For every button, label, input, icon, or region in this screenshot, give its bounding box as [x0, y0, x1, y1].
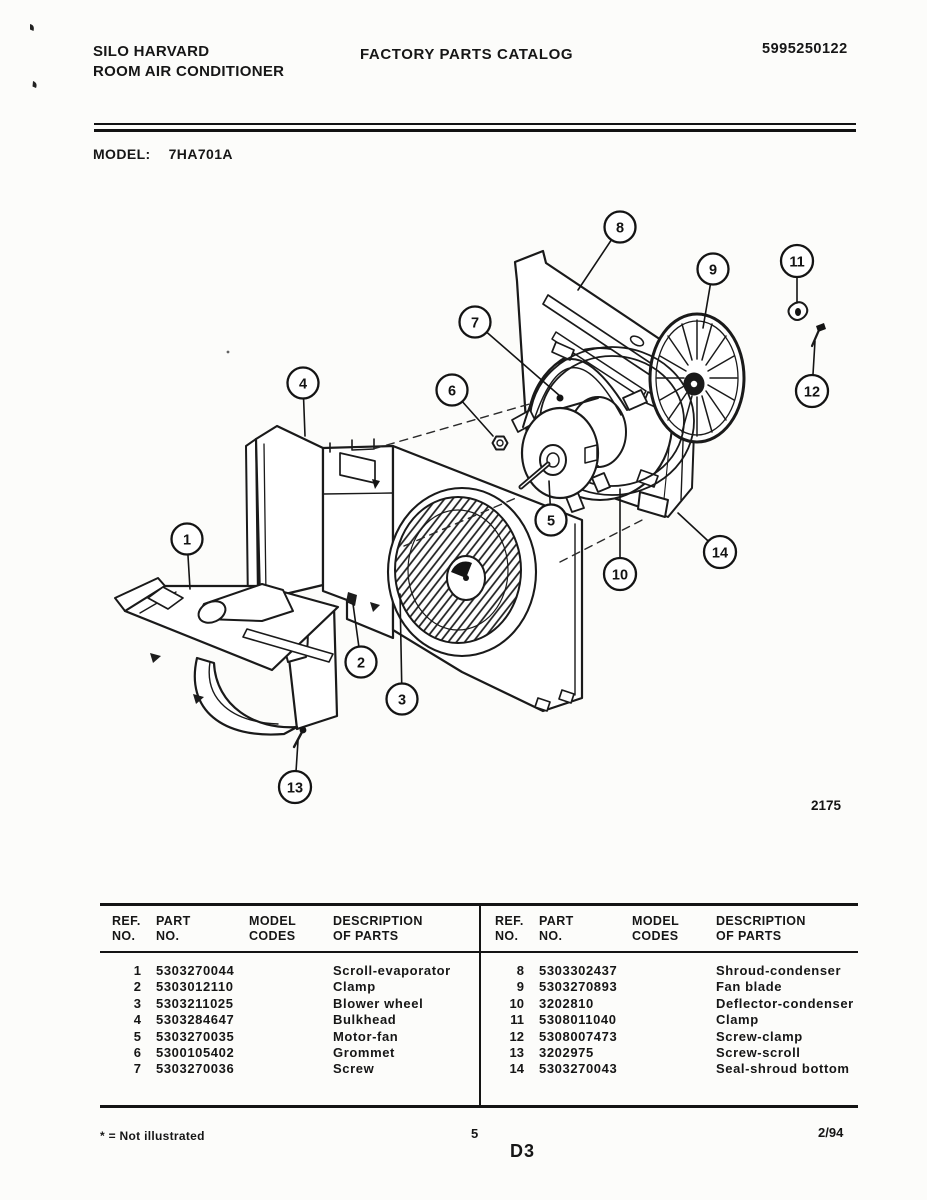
part-cell: 5308007473	[539, 1028, 618, 1044]
callout-8	[605, 212, 636, 243]
part-cell: 5303211025	[156, 995, 234, 1011]
callout-12	[796, 375, 828, 407]
part-cell: 5303284647	[156, 1012, 235, 1028]
parts-table	[100, 903, 858, 1108]
header-divider-rule	[94, 123, 856, 132]
part-cell: 5303270043	[539, 1061, 618, 1077]
part-cell: 5300105402	[156, 1045, 235, 1061]
ref-cell: 4	[133, 1012, 141, 1028]
part-no-header: PART NO.	[539, 914, 574, 943]
table-row	[100, 1061, 479, 1077]
svg-text:12: 12	[803, 384, 821, 401]
part-scroll-evaporator	[115, 578, 338, 735]
table-row	[100, 996, 479, 1012]
part-screw-scroll-13	[294, 727, 306, 747]
part-cell: 5303302437	[539, 963, 618, 978]
callout-13	[279, 771, 311, 803]
part-no-header: PART NO.	[156, 914, 191, 943]
model-cell	[249, 1012, 333, 1028]
figure-number: 2175	[810, 798, 842, 813]
callout-5	[536, 505, 567, 536]
table-row	[100, 963, 479, 979]
desc-cell: Scroll-evaporator	[333, 963, 451, 978]
svg-text:4: 4	[298, 376, 308, 393]
model-cell	[249, 979, 333, 995]
part-fan-blade	[650, 314, 744, 442]
callout-10	[604, 558, 636, 590]
model-label: MODEL:	[93, 146, 151, 162]
model-codes-header: MODEL CODES	[632, 914, 680, 943]
callout-9	[698, 254, 729, 285]
ref-cell: 6	[133, 1045, 141, 1061]
revision-date: 2/94	[818, 1125, 844, 1140]
desc-cell: Screw	[333, 1061, 375, 1077]
callout-11	[781, 245, 813, 277]
part-cell: 5308011040	[539, 1012, 617, 1028]
part-cell: 5303270036	[156, 1061, 235, 1077]
table-header	[100, 906, 479, 953]
model-cell	[632, 1012, 716, 1028]
ref-cell: 3	[133, 995, 141, 1011]
part-cell: 3202810	[539, 995, 594, 1011]
model-number: 7HA701A	[168, 146, 233, 162]
callout-3	[387, 684, 418, 715]
ref-cell: 11	[510, 1012, 524, 1028]
page-number: 5	[471, 1126, 479, 1141]
table-row	[100, 979, 479, 995]
desc-cell: Fan blade	[716, 979, 783, 995]
ref-cell: 10	[509, 995, 524, 1011]
svg-text:2: 2	[356, 655, 366, 672]
callout-4	[288, 368, 319, 399]
parts-table-right-half	[479, 906, 858, 1105]
desc-cell: Deflector-condenser	[716, 995, 854, 1011]
desc-cell: Shroud-condenser	[716, 963, 842, 978]
ref-cell: 12	[509, 1028, 524, 1044]
model-line	[93, 146, 233, 162]
callout-7	[460, 307, 491, 338]
model-codes-header: MODEL CODES	[249, 914, 297, 943]
ref-no-header: REF. NO.	[495, 914, 524, 943]
brand-line-1: SILO HARVARD	[93, 43, 210, 60]
desc-cell: Motor-fan	[333, 1028, 399, 1044]
desc-cell: Bulkhead	[333, 1012, 397, 1028]
part-cell: 3202975	[539, 1045, 594, 1061]
table-body	[481, 953, 858, 1078]
ref-cell: 1	[133, 963, 141, 978]
model-cell	[632, 1061, 716, 1077]
ref-cell: 9	[516, 979, 524, 995]
table-row	[100, 1029, 479, 1045]
publication-number: 5995250122	[762, 41, 848, 57]
part-cell: 5303270893	[539, 979, 618, 995]
part-cell: 5303270044	[156, 963, 235, 978]
svg-text:11: 11	[789, 254, 805, 271]
table-row	[481, 963, 858, 979]
ref-cell: 13	[509, 1045, 524, 1061]
model-cell	[249, 1061, 333, 1077]
svg-text:1: 1	[182, 532, 192, 549]
not-illustrated-legend: * = Not illustrated	[100, 1129, 205, 1143]
table-row	[100, 1012, 479, 1028]
ref-cell: 2	[133, 979, 141, 995]
model-cell	[632, 1029, 716, 1045]
callout-2	[346, 647, 377, 678]
desc-cell: Clamp	[716, 1012, 759, 1028]
model-cell	[249, 1045, 333, 1061]
svg-text:14: 14	[711, 545, 729, 562]
model-cell	[632, 963, 716, 979]
section-code: D3	[510, 1141, 536, 1161]
parts-table-left-half	[100, 906, 479, 1105]
svg-text:8: 8	[615, 220, 625, 237]
svg-text:10: 10	[611, 567, 629, 584]
ref-cell: 8	[516, 963, 524, 978]
desc-cell: Clamp	[333, 979, 376, 995]
callout-1	[172, 524, 203, 555]
part-clamp-11	[789, 302, 808, 320]
part-grommet	[493, 437, 508, 450]
model-cell	[632, 979, 716, 995]
svg-text:3: 3	[397, 692, 407, 709]
callout-6	[437, 375, 468, 406]
part-screw-clamp-12	[812, 323, 826, 346]
brand-line-2: ROOM AIR CONDITIONER	[93, 63, 285, 80]
brand-block	[93, 42, 284, 82]
table-header	[481, 906, 858, 953]
desc-cell: Grommet	[333, 1045, 395, 1061]
svg-text:5: 5	[546, 513, 556, 530]
part-cell: 5303270035	[156, 1028, 235, 1044]
model-cell	[249, 963, 333, 979]
desc-cell: Screw-scroll	[716, 1045, 801, 1061]
description-header: DESCRIPTION OF PARTS	[333, 914, 423, 943]
table-row	[100, 1045, 479, 1061]
svg-text:13: 13	[286, 780, 304, 797]
ref-no-header: REF. NO.	[112, 914, 141, 943]
ref-cell: 7	[133, 1061, 141, 1077]
table-body	[100, 953, 479, 1078]
ref-cell: 5	[133, 1028, 141, 1044]
table-row	[481, 1045, 858, 1061]
desc-cell: Seal-shroud bottom	[716, 1061, 850, 1077]
desc-cell: Blower wheel	[333, 995, 424, 1011]
table-row	[481, 996, 858, 1012]
part-cell: 5303012110	[156, 979, 234, 995]
model-cell	[632, 996, 716, 1012]
ref-cell: 14	[509, 1061, 524, 1077]
table-row	[481, 1029, 858, 1045]
table-row	[481, 979, 858, 995]
model-cell	[249, 1029, 333, 1045]
callout-14	[704, 536, 736, 568]
svg-text:9: 9	[708, 262, 718, 279]
catalog-title: FACTORY PARTS CATALOG	[360, 46, 574, 63]
model-cell	[249, 996, 333, 1012]
table-row	[481, 1012, 858, 1028]
svg-text:7: 7	[470, 315, 480, 332]
svg-text:6: 6	[447, 383, 457, 400]
table-row	[481, 1061, 858, 1077]
desc-cell: Screw-clamp	[716, 1028, 803, 1044]
description-header: DESCRIPTION OF PARTS	[716, 914, 806, 943]
model-cell	[632, 1045, 716, 1061]
